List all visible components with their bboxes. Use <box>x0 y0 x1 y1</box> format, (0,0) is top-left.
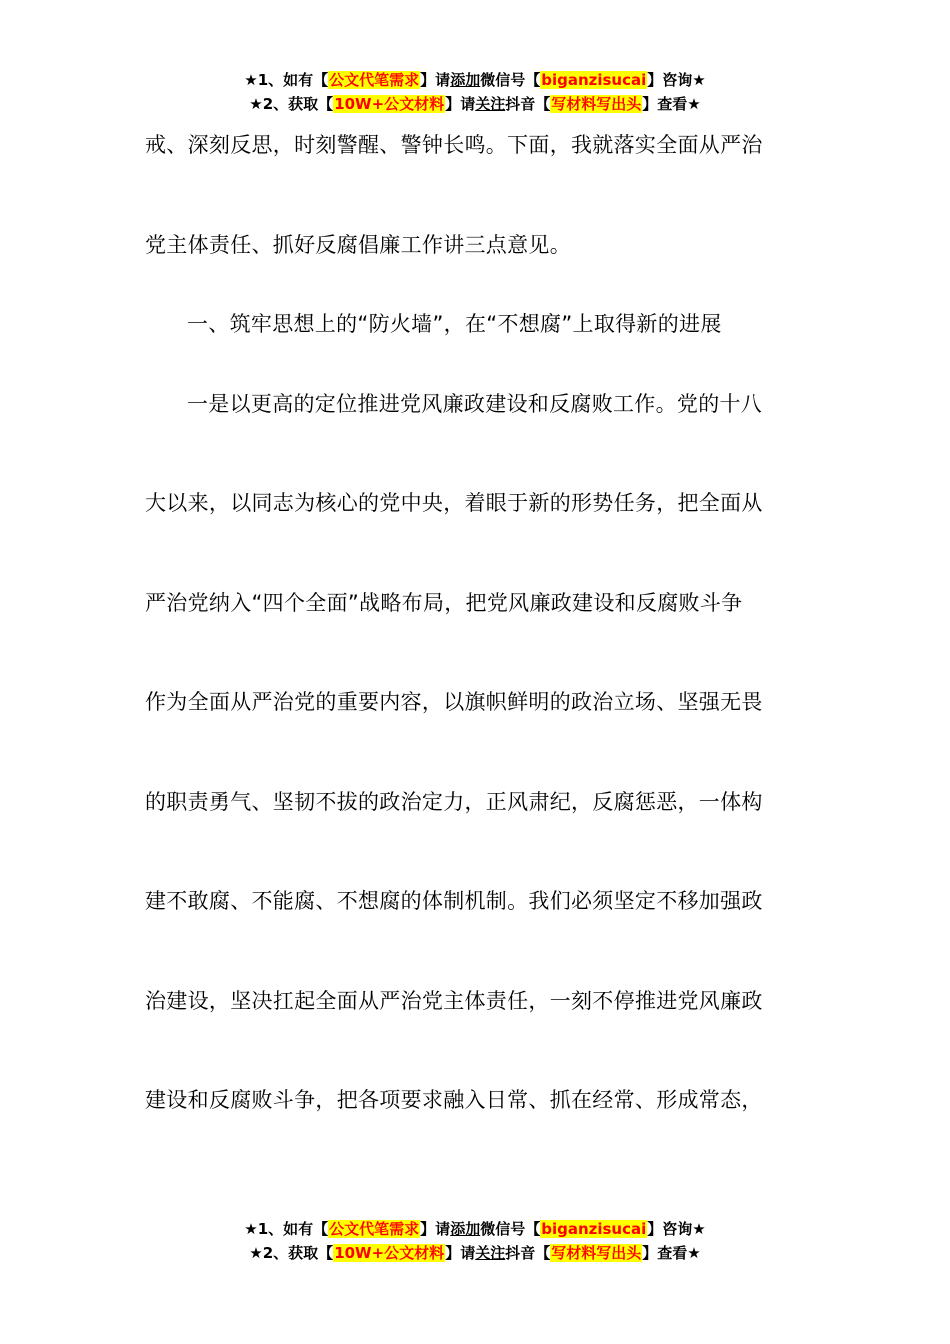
body-line: 治建设，坚决扛起全面从严治党主体责任，一刻不停推进党风廉政 <box>145 989 763 1013</box>
body-line: 建设和反腐败斗争，把各项要求融入日常、抓在经常、形成常态， <box>145 1088 763 1112</box>
header-banner <box>0 68 950 116</box>
body-line: 党主体责任、抓好反腐倡廉工作讲三点意见。 <box>145 233 571 257</box>
body-line: 戒、深刻反思，时刻警醒、警钟长鸣。下面，我就落实全面从严治 <box>145 133 763 157</box>
douyin-id-highlight: 写材料写出头 <box>551 1244 642 1262</box>
douyin-id-highlight: 写材料写出头 <box>551 95 642 113</box>
service-highlight: 公文代笔需求 <box>329 1220 420 1238</box>
wechat-id-highlight: biganzisucai <box>541 71 647 89</box>
service-highlight: 公文代笔需求 <box>329 71 420 89</box>
banner-line-2: ★2、获取【10W+公文材料】请关注抖音【写材料写出头】查看★ <box>249 95 701 113</box>
wechat-id-highlight: biganzisucai <box>541 1220 647 1238</box>
banner-line-2: ★2、获取【10W+公文材料】请关注抖音【写材料写出头】查看★ <box>249 1244 701 1262</box>
body-line: 作为全面从严治党的重要内容，以旗帜鲜明的政治立场、坚强无畏 <box>145 690 763 714</box>
materials-highlight: 10W+公文材料 <box>334 1244 445 1262</box>
body-line: 严治党纳入“四个全面”战略布局，把党风廉政建设和反腐败斗争 <box>145 591 743 615</box>
footer-banner <box>0 1217 950 1265</box>
body-line: 大以来，以同志为核心的党中央，着眼于新的形势任务，把全面从 <box>145 491 763 515</box>
section-heading: 一、筑牢思想上的“防火墙”，在“不想腐”上取得新的进展 <box>187 312 722 336</box>
banner-line-1: ★1、如有【公文代笔需求】请添加微信号【biganzisucai】咨询★ <box>244 71 706 89</box>
body-line: 建不敢腐、不能腐、不想腐的体制机制。我们必须坚定不移加强政 <box>145 889 763 913</box>
banner-line-1: ★1、如有【公文代笔需求】请添加微信号【biganzisucai】咨询★ <box>244 1220 706 1238</box>
body-line: 一是以更高的定位推进党风廉政建设和反腐败工作。党的十八 <box>187 392 763 416</box>
materials-highlight: 10W+公文材料 <box>334 95 445 113</box>
body-line: 的职责勇气、坚韧不拔的政治定力，正风肃纪，反腐惩恶，一体构 <box>145 790 763 814</box>
